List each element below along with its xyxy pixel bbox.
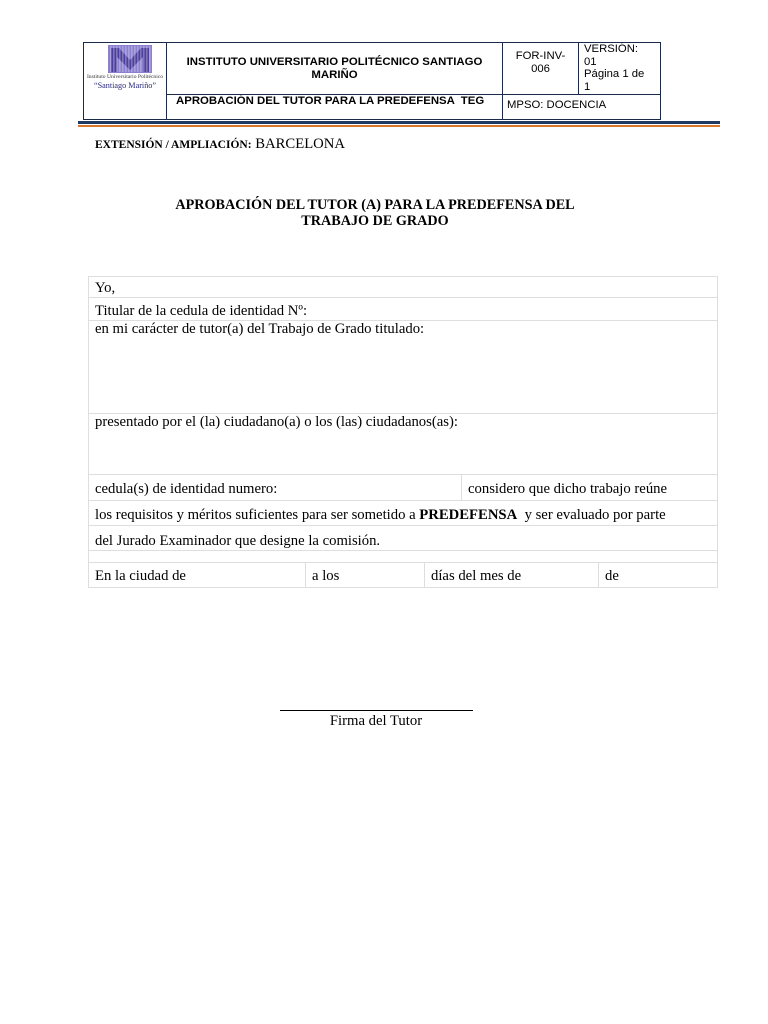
form-cell-ciudad: En la ciudad de [95,568,186,584]
form-cell-cedula-tutor: Titular de la cedula de identidad Nº: [95,303,308,319]
document-title-header: APROBACIÓN DEL TUTOR PARA LA PREDEFENSA TEG [167,95,503,120]
form-cell-de: de [598,563,717,587]
form-cell-a-los: a los [305,563,424,587]
extension-line [95,136,345,154]
extension-label: EXTENSIÓN / AMPLIACIÓN: [95,139,252,151]
form-cell-spacer [89,551,717,562]
form-cell-considero: considero que dicho trabajo reúne [461,475,717,500]
form-cell-dias: días del mes de [424,563,598,587]
form-cell-requisitos [89,501,717,525]
version-text: VERSIÓN: 01 [584,43,638,68]
document-code-cell [503,43,579,95]
logo-text-institution: Instituto Universitario Politécnico [86,74,164,80]
form-row-fecha [89,563,717,588]
requisitos-text-start: los requisitos y méritos suficientes para ser sometido a [95,507,420,523]
form-row-cedula-estudiantes [89,475,717,501]
form-row-cedula-tutor [89,298,717,321]
form-cell-presentado: presentado por el (la) ciudadano(a) o los (las) ciudadanos(as): [95,414,458,430]
page-title-line-2: TRABAJO DE GRADO [301,213,449,229]
institution-name-cell [167,43,503,95]
institution-logo-icon [108,45,152,73]
form-row-yo [89,277,717,298]
requisitos-text-end: y ser evaluado por parte [517,507,666,523]
process-text: MPSO: DOCENCIA [503,95,661,120]
form-row-requisitos [89,501,717,526]
form-row-titulo [89,321,717,414]
logo-text-name: “Santiago Mariño” [93,81,157,90]
signature-label: Firma del Tutor [329,713,423,729]
form-row-spacer [89,551,717,563]
requisitos-text-predefensa: PREDEFENSA [419,507,518,523]
form-cell-cedula-estudiantes: cedula(s) de identidad numero: [95,481,278,497]
signature-line [280,710,473,711]
document-code: FOR-INV-006 [515,50,566,75]
form-row-jurado [89,526,717,551]
extension-value: BARCELONA [255,136,345,152]
page-title [100,197,650,229]
approval-form-table [88,276,718,588]
form-cell-jurado: del Jurado Examinador que designe la comisión. [95,533,381,549]
form-cell-yo: Yo, [95,280,116,296]
logo-cell [84,43,167,120]
form-cell-titulo: en mi carácter de tutor(a) del Trabajo de Grado titulado: [95,321,425,337]
version-cell [579,43,661,95]
header-rule-primary [78,121,720,124]
header-rule-secondary [78,125,720,127]
document-header [83,42,661,120]
page-number-text: Página 1 de 1 [584,68,645,94]
institution-name: INSTITUTO UNIVERSITARIO POLITÉCNICO SANTIAGO MARIÑO [186,55,483,81]
page-title-line-1: APROBACIÓN DEL TUTOR (A) PARA LA PREDEFENSA DEL [175,197,575,213]
form-row-presentado [89,414,717,475]
